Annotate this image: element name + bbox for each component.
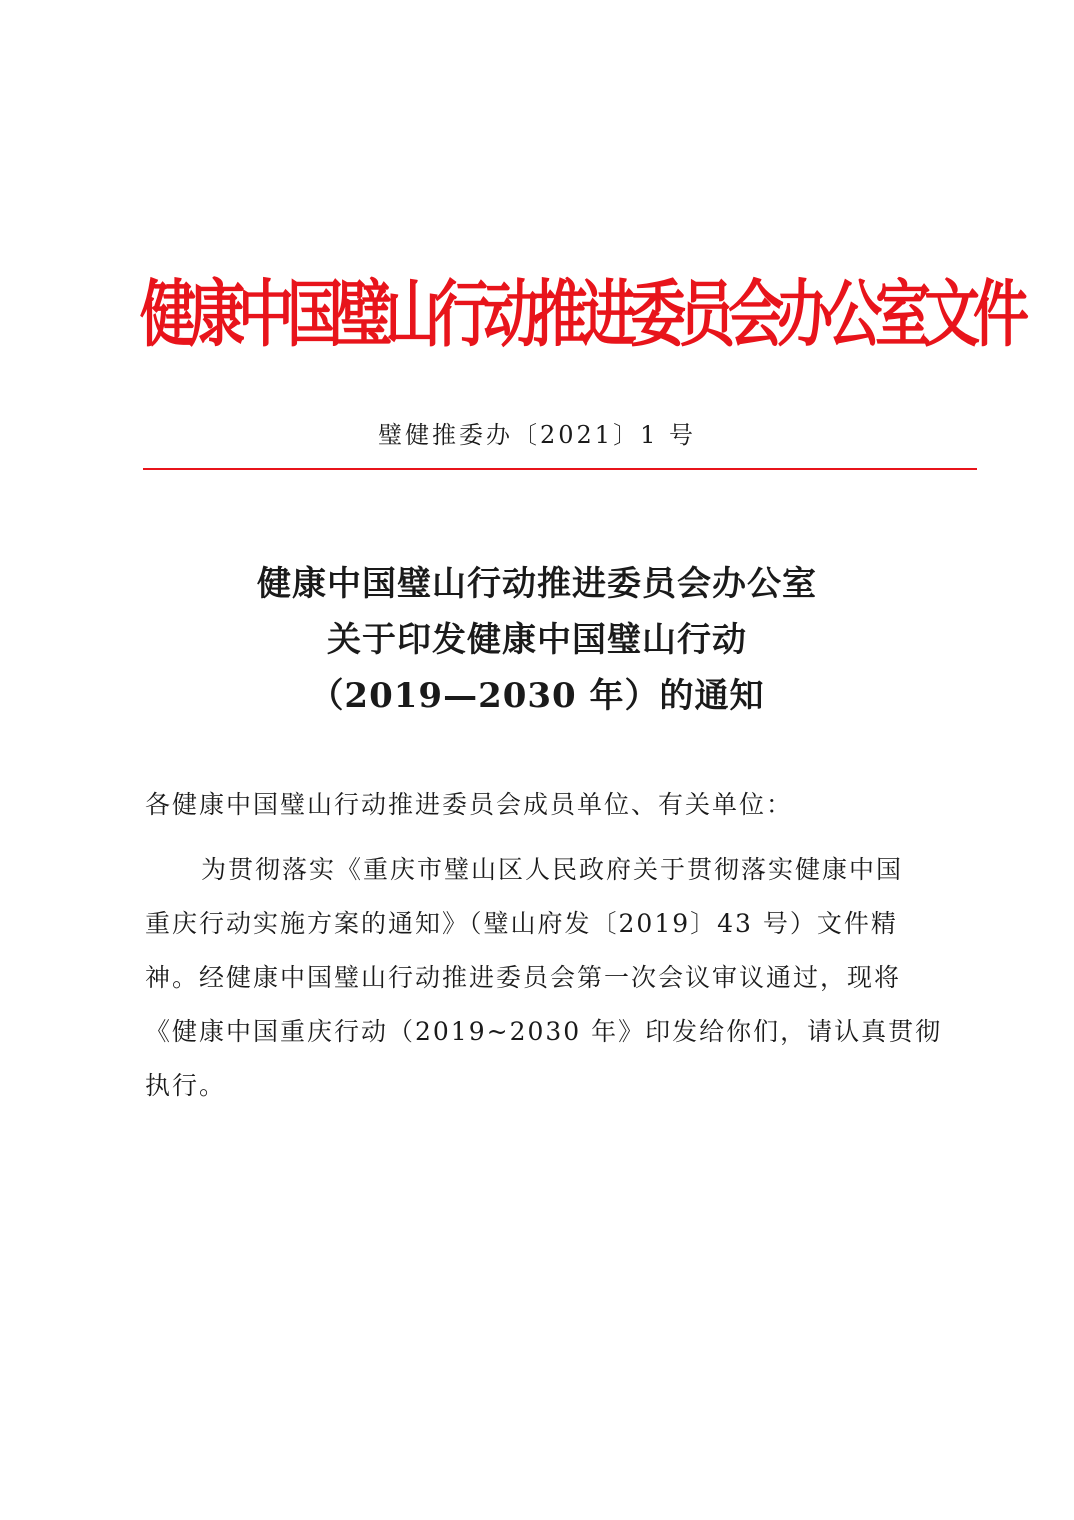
body-line: 神。经健康中国璧山行动推进委员会第一次会议审议通过，现将 [145, 963, 902, 992]
notice-title-line-1: 健康中国璧山行动推进委员会办公室 [257, 564, 817, 604]
document-number: 璧健推委办〔2021〕1 号 [378, 421, 696, 449]
addressee-line: 各健康中国璧山行动推进委员会成员单位、有关单位： [145, 790, 794, 819]
body-paragraph [145, 843, 943, 1113]
body-line: 重庆行动实施方案的通知》（璧山府发〔2019〕43 号）文件精 [145, 909, 898, 938]
body-line: 执行。 [145, 1071, 227, 1100]
document-header-title: 健康中国璧山行动推进委员会办公室文件 [140, 273, 1022, 358]
header-divider [143, 468, 977, 470]
body-line: 为贯彻落实《重庆市璧山区人民政府关于贯彻落实健康中国 [201, 855, 904, 884]
notice-title [0, 556, 1074, 724]
notice-title-line-3: （2019—2030 年）的通知 [309, 676, 765, 716]
notice-title-line-2: 关于印发健康中国璧山行动 [327, 620, 747, 660]
body-line: 《健康中国重庆行动（2019~2030 年》印发给你们，请认真贯彻 [145, 1017, 943, 1046]
